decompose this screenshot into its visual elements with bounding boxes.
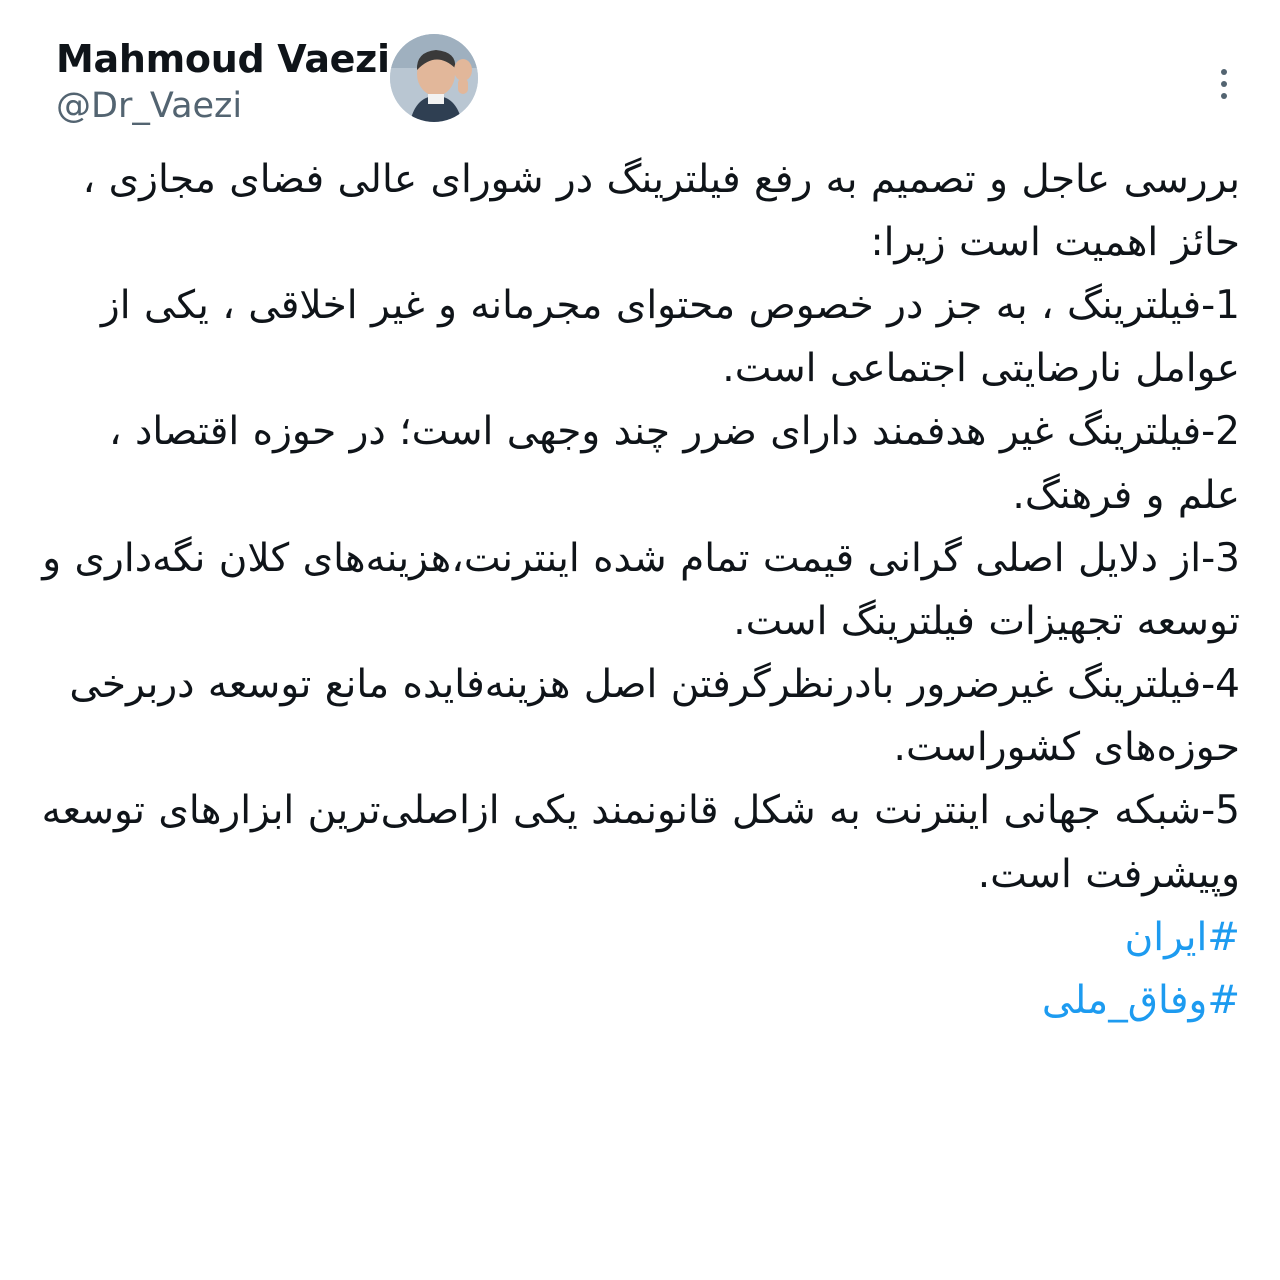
tweet-paragraph: 3-از دلایل اصلی گرانی قیمت تمام شده اینترنت،هزینه‌های کلان نگه‌داری و توسعه تجهیزات فیلترینگ است. bbox=[42, 535, 1240, 644]
user-handle[interactable]: @Dr_Vaezi bbox=[56, 85, 243, 126]
dot bbox=[1221, 81, 1227, 87]
tweet-paragraph: بررسی عاجل و تصمیم به رفع فیلترینگ در شورای عالی فضای مجازی ، حائز اهمیت است زیرا: bbox=[82, 156, 1240, 265]
tweet-paragraph: 2-فیلترینگ غیر هدفمند دارای ضرر چند وجهی است؛ در حوزه اقتصاد ، علم و فرهنگ. bbox=[108, 409, 1240, 518]
tweet-paragraph: 4-فیلترینگ غیرضرور بادرنظرگرفتن اصل هزینه‌فایده مانع توسعه دربرخی حوزه‌های کشوراست. bbox=[69, 662, 1240, 771]
display-name: Mahmoud Vaezi bbox=[56, 37, 390, 81]
tweet-paragraph: 5-شبکه جهانی اینترنت به شکل قانونمند یکی ازاصلی‌ترین ابزارهای توسعه وپیشرفت است. bbox=[41, 788, 1240, 897]
dot bbox=[1221, 93, 1227, 99]
hashtag-link[interactable]: #وفاق_ملی bbox=[1041, 977, 1240, 1023]
avatar[interactable] bbox=[390, 34, 478, 122]
tweet-text bbox=[36, 148, 1244, 1032]
more-options-icon[interactable] bbox=[1204, 62, 1244, 106]
name-block bbox=[56, 34, 390, 126]
tweet-paragraph: 1-فیلترینگ ، به جز در خصوص محتوای مجرمانه و غیر اخلاقی ، یکی از عوامل نارضایتی اجتماعی است. bbox=[100, 283, 1240, 392]
dot bbox=[1221, 69, 1227, 75]
tweet-header bbox=[36, 34, 1244, 126]
hashtag-link[interactable]: #ایران bbox=[1124, 914, 1240, 960]
